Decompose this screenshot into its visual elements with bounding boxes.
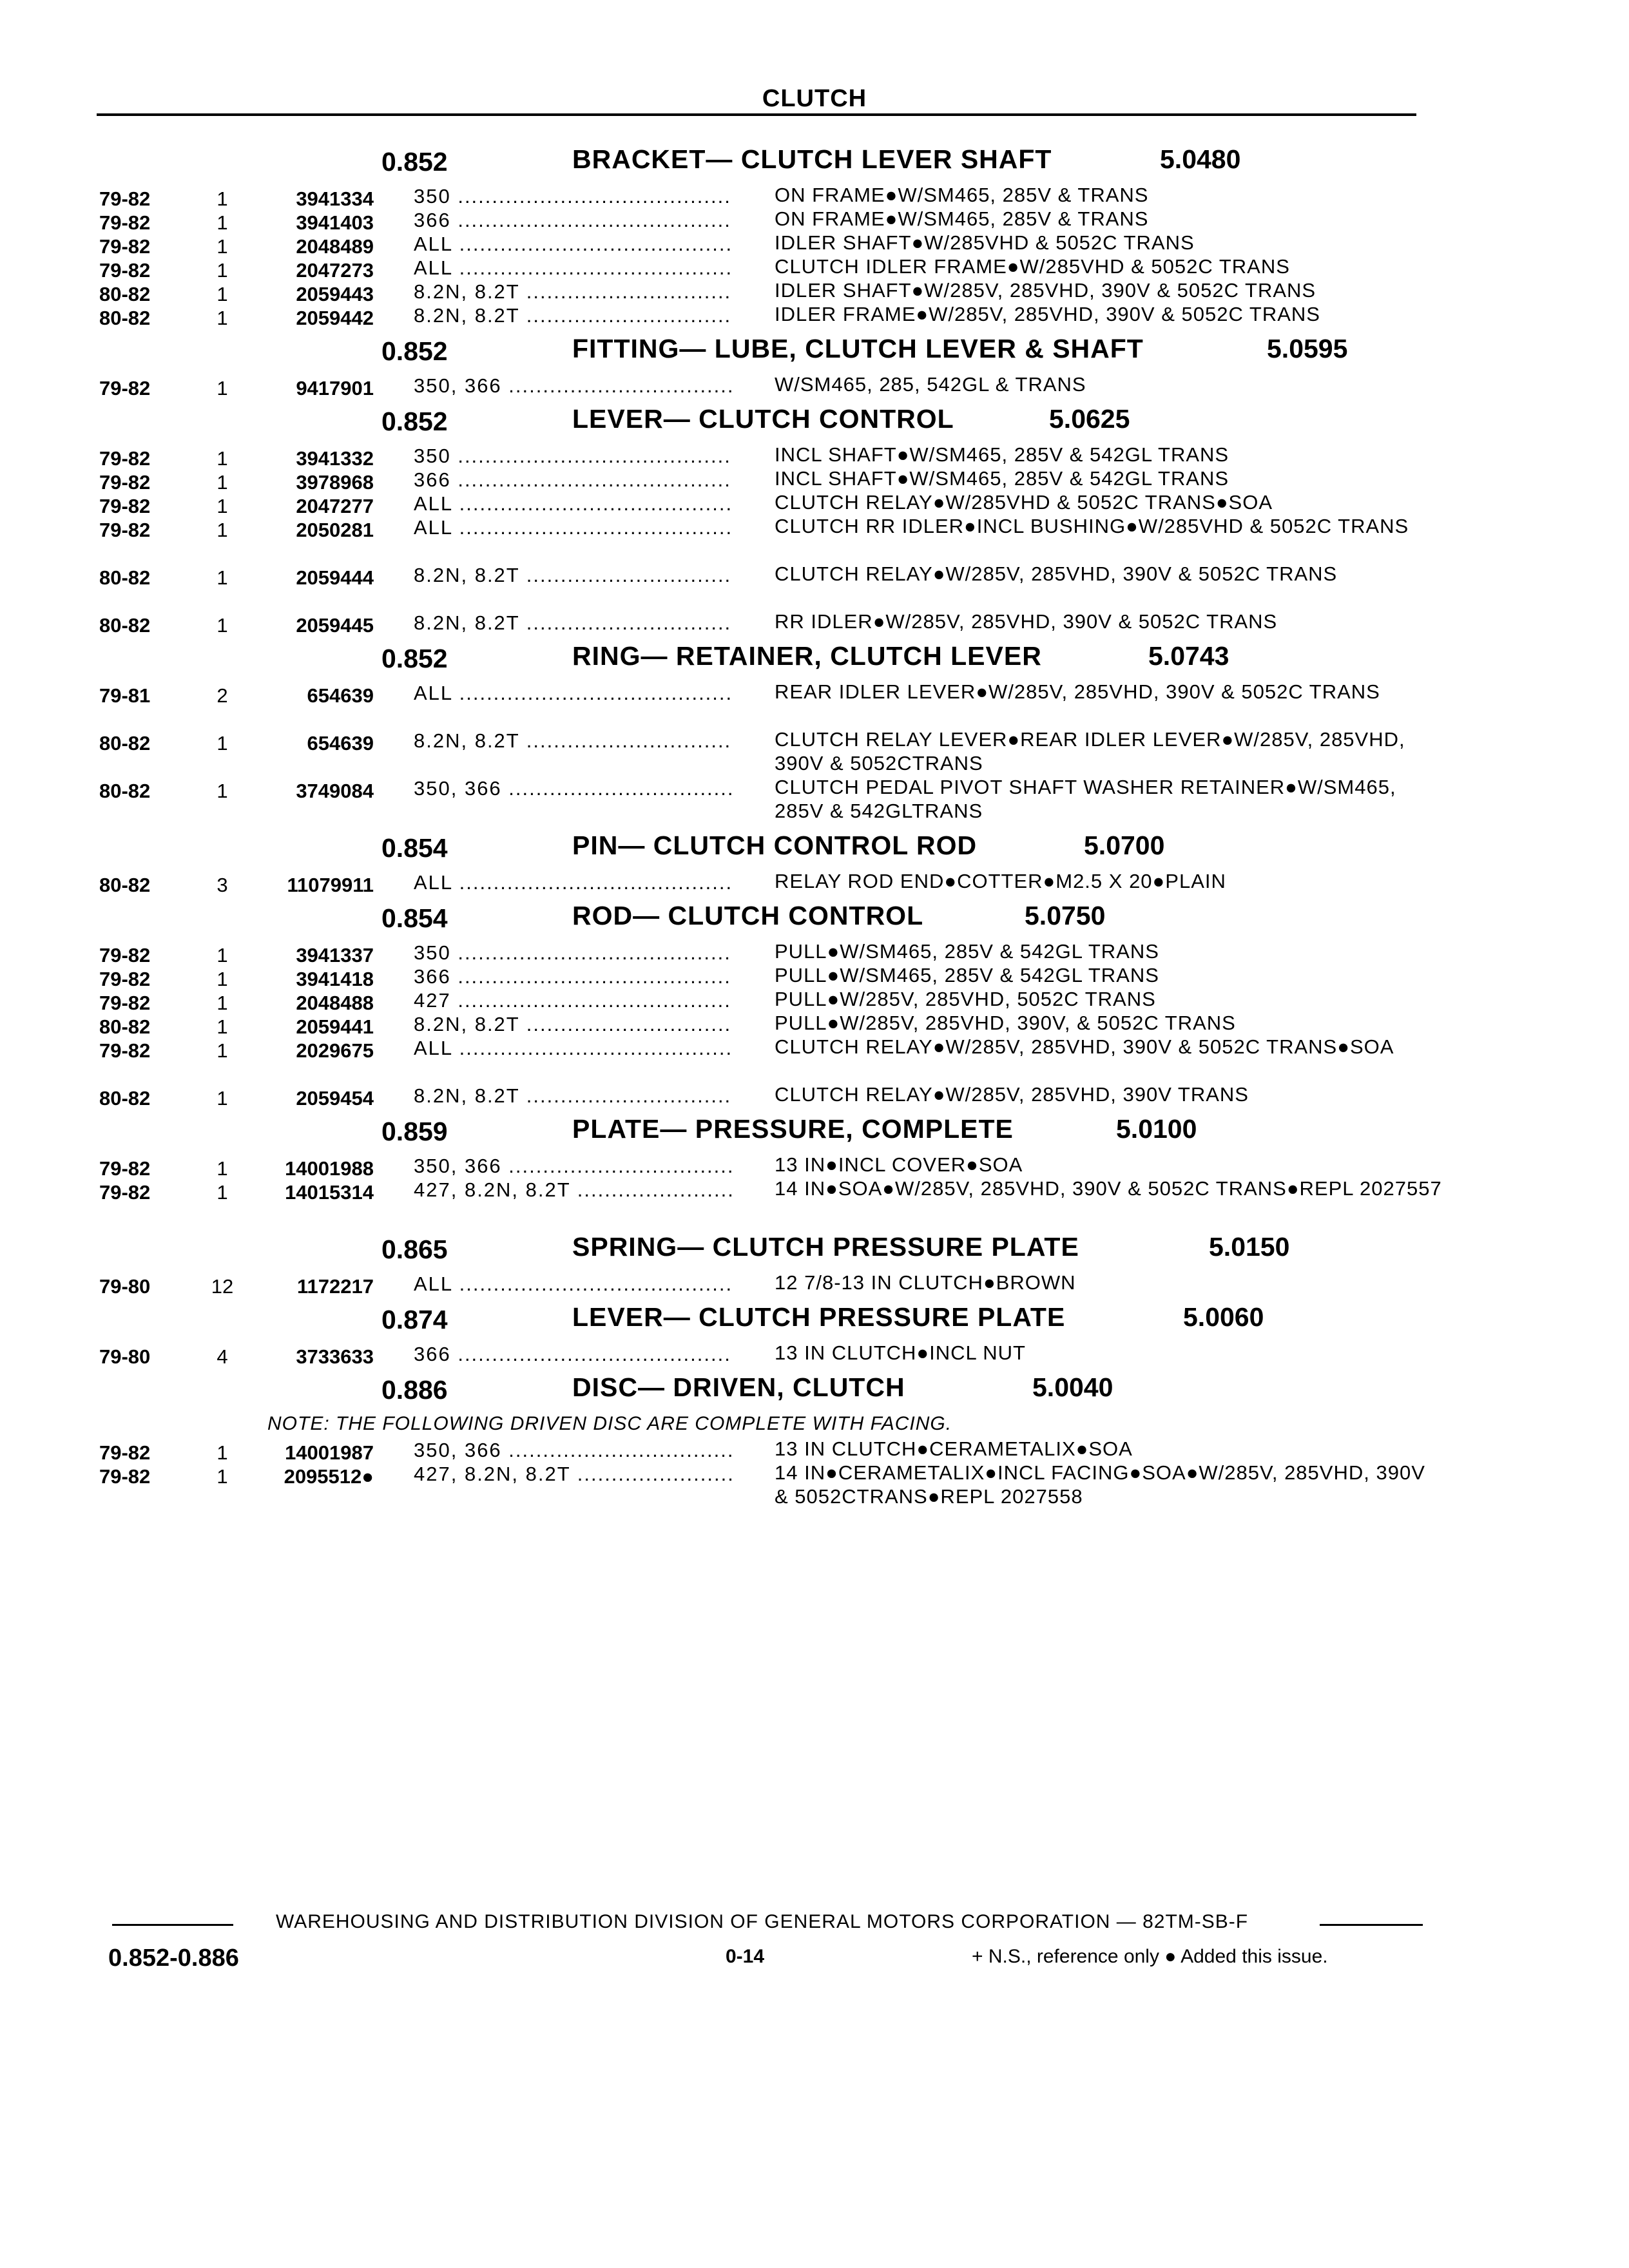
- page-title: CLUTCH: [762, 85, 867, 112]
- part-row: [97, 255, 1450, 282]
- group-number: 0.854: [381, 903, 448, 933]
- model-application: 8.2N, 8.2T ..............................: [414, 1013, 732, 1035]
- part-number: 2059445: [296, 614, 374, 637]
- part-number: 3941403: [296, 211, 374, 234]
- part-row: [97, 562, 1450, 610]
- model-years: 79-82: [99, 1157, 151, 1180]
- model-years: 79-82: [99, 447, 151, 470]
- quantity: 1: [217, 211, 228, 234]
- part-group: [97, 1110, 1450, 1224]
- part-description: 13 IN CLUTCH●INCL NUT: [775, 1341, 1026, 1364]
- group-number: 0.852: [381, 147, 448, 177]
- part-group: [97, 400, 1450, 637]
- part-description: PULL●W/SM465, 285V & 542GL TRANS: [775, 964, 1159, 986]
- group-header: [97, 1369, 1450, 1411]
- part-number: 2059444: [296, 566, 374, 589]
- part-row: [97, 466, 1450, 494]
- part-row: [97, 1461, 1450, 1508]
- model-years: 80-82: [99, 283, 151, 305]
- part-row: [97, 183, 1450, 210]
- group-code: 5.0480: [1160, 144, 1241, 174]
- quantity: 1: [217, 566, 228, 589]
- part-number: 3749084: [296, 780, 374, 802]
- part-description: CLUTCH RELAY●W/285V, 285VHD, 390V & 5052C TRANS: [775, 562, 1338, 585]
- quantity: 1: [217, 307, 228, 329]
- model-years: 80-82: [99, 1015, 151, 1038]
- model-application: ALL ........................................: [414, 682, 733, 704]
- group-number: 0.852: [381, 407, 448, 436]
- group-number: 0.859: [381, 1117, 448, 1146]
- model-years: 80-82: [99, 780, 151, 802]
- model-application: 427 ........................................: [414, 989, 731, 1012]
- group-header: [97, 637, 1450, 680]
- part-row: [97, 1035, 1450, 1082]
- catalog-body: [97, 140, 1450, 1512]
- part-description: INCL SHAFT●W/SM465, 285V & 542GL TRANS: [775, 443, 1229, 466]
- part-group: [97, 1369, 1450, 1508]
- part-number: 1172217: [297, 1275, 374, 1298]
- model-application: ALL ........................................: [414, 1273, 733, 1295]
- part-description: RR IDLER●W/285V, 285VHD, 390V & 5052C TRANS: [775, 610, 1278, 633]
- part-row: [97, 1153, 1450, 1180]
- model-years: 79-82: [99, 259, 151, 282]
- group-number: 0.886: [381, 1375, 448, 1405]
- group-code: 5.0150: [1209, 1232, 1290, 1262]
- part-description: CLUTCH RELAY●W/285VHD & 5052C TRANS●SOA: [775, 491, 1273, 514]
- quantity: 1: [217, 968, 228, 990]
- group-code: 5.0625: [1049, 404, 1130, 434]
- part-row: [97, 207, 1450, 234]
- part-description: 14 IN●SOA●W/285V, 285VHD, 390V & 5052C TRANS●REPL 2027557: [775, 1177, 1442, 1200]
- model-application: 350 ........................................: [414, 185, 731, 207]
- model-application: 366 ........................................: [414, 209, 731, 231]
- part-number: 2059441: [296, 1015, 374, 1038]
- part-number: 3941418: [296, 968, 374, 990]
- model-application: ALL ........................................: [414, 516, 733, 539]
- model-years: 79-82: [99, 1441, 151, 1464]
- group-code: 5.0060: [1183, 1302, 1264, 1332]
- group-header: [97, 827, 1450, 869]
- part-row: [97, 490, 1450, 517]
- model-years: 79-82: [99, 1181, 151, 1204]
- model-years: 79-80: [99, 1275, 151, 1298]
- model-years: 80-82: [99, 566, 151, 589]
- model-application: ALL ........................................: [414, 256, 733, 279]
- group-title: RING— RETAINER, CLUTCH LEVER: [572, 641, 1042, 671]
- quantity: 1: [217, 614, 228, 637]
- group-code: 5.0595: [1267, 334, 1348, 363]
- group-header: [97, 400, 1450, 443]
- part-number: 2047273: [296, 259, 374, 282]
- group-number: 0.874: [381, 1305, 448, 1334]
- model-application: ALL ........................................: [414, 492, 733, 515]
- part-number: 2048489: [296, 235, 374, 258]
- part-row: [97, 443, 1450, 470]
- part-description: 13 IN CLUTCH●CERAMETALIX●SOA: [775, 1437, 1133, 1460]
- group-title: PIN— CLUTCH CONTROL ROD: [572, 831, 978, 860]
- model-years: 79-81: [99, 684, 151, 707]
- part-number: 3941337: [296, 944, 374, 966]
- quantity: 4: [217, 1345, 228, 1368]
- top-rule: [97, 113, 1416, 116]
- model-years: 80-82: [99, 1087, 151, 1110]
- model-application: 8.2N, 8.2T ..............................: [414, 611, 732, 634]
- part-description: CLUTCH PEDAL PIVOT SHAFT WASHER RETAINER●W/SM465, 285V & 542GLTRANS: [775, 776, 1396, 822]
- part-description: W/SM465, 285, 542GL & TRANS: [775, 373, 1086, 396]
- group-number: 0.852: [381, 336, 448, 366]
- model-application: ALL ........................................: [414, 233, 733, 255]
- group-title: LEVER— CLUTCH CONTROL: [572, 404, 954, 434]
- group-number: 0.865: [381, 1235, 448, 1264]
- part-group: [97, 330, 1450, 399]
- model-application: 427, 8.2N, 8.2T .......................: [414, 1178, 735, 1201]
- part-number: 2059443: [296, 283, 374, 305]
- group-header: [97, 330, 1450, 372]
- group-title: BRACKET— CLUTCH LEVER SHAFT: [572, 144, 1052, 174]
- part-group: [97, 637, 1450, 823]
- part-row: [97, 302, 1450, 329]
- model-years: 79-82: [99, 944, 151, 966]
- group-code: 5.0750: [1025, 901, 1106, 930]
- model-years: 79-82: [99, 235, 151, 258]
- model-years: 79-82: [99, 992, 151, 1014]
- quantity: 1: [217, 259, 228, 282]
- part-description: RELAY ROD END●COTTER●M2.5 X 20●PLAIN: [775, 870, 1226, 892]
- model-application: 350, 366 .................................: [414, 1439, 735, 1461]
- part-description: CLUTCH IDLER FRAME●W/285VHD & 5052C TRANS: [775, 255, 1290, 278]
- group-header: [97, 1110, 1450, 1153]
- quantity: 12: [211, 1275, 234, 1298]
- part-row: [97, 514, 1450, 562]
- group-header: [97, 1228, 1450, 1271]
- quantity: 1: [217, 1181, 228, 1204]
- group-number: 0.852: [381, 644, 448, 673]
- part-row: [97, 1437, 1450, 1464]
- quantity: 3: [217, 874, 228, 896]
- part-number: 2095512●: [284, 1465, 374, 1488]
- model-years: 79-82: [99, 187, 151, 210]
- quantity: 1: [217, 495, 228, 517]
- part-number: 14001988: [285, 1157, 374, 1180]
- model-application: ALL ........................................: [414, 1037, 733, 1059]
- group-title: ROD— CLUTCH CONTROL: [572, 901, 924, 930]
- part-group: [97, 1228, 1450, 1298]
- model-years: 79-82: [99, 519, 151, 541]
- footer-rule-left: [112, 1924, 233, 1926]
- group-code: 5.0040: [1032, 1372, 1113, 1402]
- part-description: 14 IN●CERAMETALIX●INCL FACING●SOA●W/285V, 285VHD, 390V & 5052CTRANS●REPL 2027558: [775, 1461, 1425, 1508]
- part-number: 2048488: [296, 992, 374, 1014]
- part-row: [97, 680, 1450, 727]
- quantity: 1: [217, 447, 228, 470]
- part-row: [97, 1341, 1450, 1368]
- part-number: 2047277: [296, 495, 374, 517]
- model-years: 79-82: [99, 1039, 151, 1062]
- model-application: 8.2N, 8.2T ..............................: [414, 1084, 732, 1107]
- model-application: 350, 366 .................................: [414, 777, 735, 800]
- model-application: 350 ........................................: [414, 941, 731, 964]
- quantity: 2: [217, 684, 228, 707]
- group-code: 5.0700: [1084, 831, 1165, 860]
- group-note: NOTE: THE FOLLOWING DRIVEN DISC ARE COMPLETE WITH FACING.: [267, 1413, 952, 1434]
- part-row: [97, 939, 1450, 966]
- model-application: 366 ........................................: [414, 468, 731, 491]
- model-years: 79-82: [99, 471, 151, 494]
- part-group: [97, 897, 1450, 1110]
- model-application: 427, 8.2N, 8.2T .......................: [414, 1463, 735, 1485]
- part-description: PULL●W/285V, 285VHD, 5052C TRANS: [775, 988, 1156, 1010]
- part-number: 3733633: [296, 1345, 374, 1368]
- group-header: [97, 1298, 1450, 1341]
- part-row: [97, 1271, 1450, 1298]
- part-row: [97, 869, 1450, 896]
- footer-range: 0.852-0.886: [108, 1945, 239, 1972]
- part-description: PULL●W/285V, 285VHD, 390V, & 5052C TRANS: [775, 1012, 1236, 1034]
- part-number: 14015314: [285, 1181, 374, 1204]
- group-code: 5.0100: [1116, 1114, 1197, 1144]
- group-code: 5.0743: [1148, 641, 1229, 671]
- part-number: 9417901: [296, 377, 374, 399]
- group-header: [97, 140, 1450, 183]
- part-row: [97, 231, 1450, 258]
- quantity: 1: [217, 1015, 228, 1038]
- model-application: 366 ........................................: [414, 965, 731, 988]
- model-years: 79-82: [99, 1465, 151, 1488]
- footer-page-number: 0-14: [726, 1946, 765, 1967]
- part-number: 3941334: [296, 187, 374, 210]
- part-row: [97, 987, 1450, 1014]
- part-description: 12 7/8-13 IN CLUTCH●BROWN: [775, 1271, 1076, 1294]
- part-row: [97, 1082, 1450, 1110]
- part-description: ON FRAME●W/SM465, 285V & TRANS: [775, 184, 1149, 206]
- quantity: 1: [217, 1087, 228, 1110]
- part-group: [97, 827, 1450, 896]
- quantity: 1: [217, 471, 228, 494]
- part-description: IDLER SHAFT●W/285V, 285VHD, 390V & 5052C TRANS: [775, 279, 1316, 302]
- group-title: FITTING— LUBE, CLUTCH LEVER & SHAFT: [572, 334, 1144, 363]
- part-number: 14001987: [285, 1441, 374, 1464]
- group-header: [97, 897, 1450, 939]
- part-number: 3978968: [296, 471, 374, 494]
- part-description: IDLER SHAFT●W/285VHD & 5052C TRANS: [775, 231, 1195, 254]
- quantity: 1: [217, 780, 228, 802]
- model-years: 80-82: [99, 614, 151, 637]
- part-description: INCL SHAFT●W/SM465, 285V & 542GL TRANS: [775, 467, 1229, 490]
- part-number: 2059442: [296, 307, 374, 329]
- model-application: ALL ........................................: [414, 871, 733, 894]
- part-number: 2050281: [296, 519, 374, 541]
- group-title: PLATE— PRESSURE, COMPLETE: [572, 1114, 1014, 1144]
- part-number: 11079911: [287, 874, 374, 896]
- part-row: [97, 775, 1450, 823]
- part-description: CLUTCH RELAY LEVER●REAR IDLER LEVER●W/285V, 285VHD, 390V & 5052CTRANS: [775, 728, 1405, 774]
- part-row: [97, 1177, 1450, 1224]
- part-row: [97, 372, 1450, 399]
- part-description: CLUTCH RR IDLER●INCL BUSHING●W/285VHD & 5052C TRANS: [775, 515, 1409, 537]
- part-description: REAR IDLER LEVER●W/285V, 285VHD, 390V & 5052C TRANS: [775, 680, 1380, 703]
- model-application: 8.2N, 8.2T ..............................: [414, 280, 732, 303]
- part-description: ON FRAME●W/SM465, 285V & TRANS: [775, 207, 1149, 230]
- part-row: [97, 727, 1450, 775]
- model-years: 80-82: [99, 874, 151, 896]
- quantity: 1: [217, 519, 228, 541]
- part-description: IDLER FRAME●W/285V, 285VHD, 390V & 5052C TRANS: [775, 303, 1320, 325]
- model-years: 80-82: [99, 307, 151, 329]
- quantity: 1: [217, 944, 228, 966]
- model-years: 79-82: [99, 377, 151, 399]
- group-number: 0.854: [381, 833, 448, 863]
- quantity: 1: [217, 1039, 228, 1062]
- model-years: 80-82: [99, 732, 151, 754]
- quantity: 1: [217, 1465, 228, 1488]
- model-application: 8.2N, 8.2T ..............................: [414, 729, 732, 752]
- model-application: 8.2N, 8.2T ..............................: [414, 304, 732, 327]
- part-row: [97, 610, 1450, 637]
- group-title: SPRING— CLUTCH PRESSURE PLATE: [572, 1232, 1079, 1262]
- quantity: 1: [217, 992, 228, 1014]
- footer-division: WAREHOUSING AND DISTRIBUTION DIVISION OF GENERAL MOTORS CORPORATION — 82TM-SB-F: [276, 1911, 1249, 1932]
- quantity: 1: [217, 377, 228, 399]
- model-application: 350, 366 .................................: [414, 1155, 735, 1177]
- part-row: [97, 1011, 1450, 1038]
- part-description: CLUTCH RELAY●W/285V, 285VHD, 390V TRANS: [775, 1083, 1249, 1106]
- part-description: 13 IN●INCL COVER●SOA: [775, 1153, 1023, 1176]
- quantity: 1: [217, 1157, 228, 1180]
- quantity: 1: [217, 1441, 228, 1464]
- model-application: 8.2N, 8.2T ..............................: [414, 564, 732, 586]
- part-number: 3941332: [296, 447, 374, 470]
- quantity: 1: [217, 235, 228, 258]
- part-description: PULL●W/SM465, 285V & 542GL TRANS: [775, 940, 1159, 963]
- part-row: [97, 278, 1450, 305]
- group-title: LEVER— CLUTCH PRESSURE PLATE: [572, 1302, 1066, 1332]
- part-group: [97, 140, 1450, 329]
- part-row: [97, 963, 1450, 990]
- model-years: 79-82: [99, 495, 151, 517]
- footer-rule-right: [1320, 1924, 1423, 1926]
- model-application: 350 ........................................: [414, 445, 731, 467]
- footer-legend: + N.S., reference only ● Added this issue.: [972, 1946, 1328, 1967]
- part-group: [97, 1298, 1450, 1368]
- model-years: 79-80: [99, 1345, 151, 1368]
- quantity: 1: [217, 732, 228, 754]
- part-number: 2029675: [296, 1039, 374, 1062]
- part-description: CLUTCH RELAY●W/285V, 285VHD, 390V & 5052C TRANS●SOA: [775, 1035, 1394, 1058]
- part-number: 654639: [307, 684, 374, 707]
- model-application: 350, 366 .................................: [414, 374, 735, 397]
- part-number: 654639: [307, 732, 374, 754]
- model-years: 79-82: [99, 211, 151, 234]
- quantity: 1: [217, 187, 228, 210]
- page-footer: [108, 1901, 1423, 1978]
- quantity: 1: [217, 283, 228, 305]
- model-years: 79-82: [99, 968, 151, 990]
- group-title: DISC— DRIVEN, CLUTCH: [572, 1372, 905, 1402]
- part-number: 2059454: [296, 1087, 374, 1110]
- model-application: 366 ........................................: [414, 1343, 731, 1365]
